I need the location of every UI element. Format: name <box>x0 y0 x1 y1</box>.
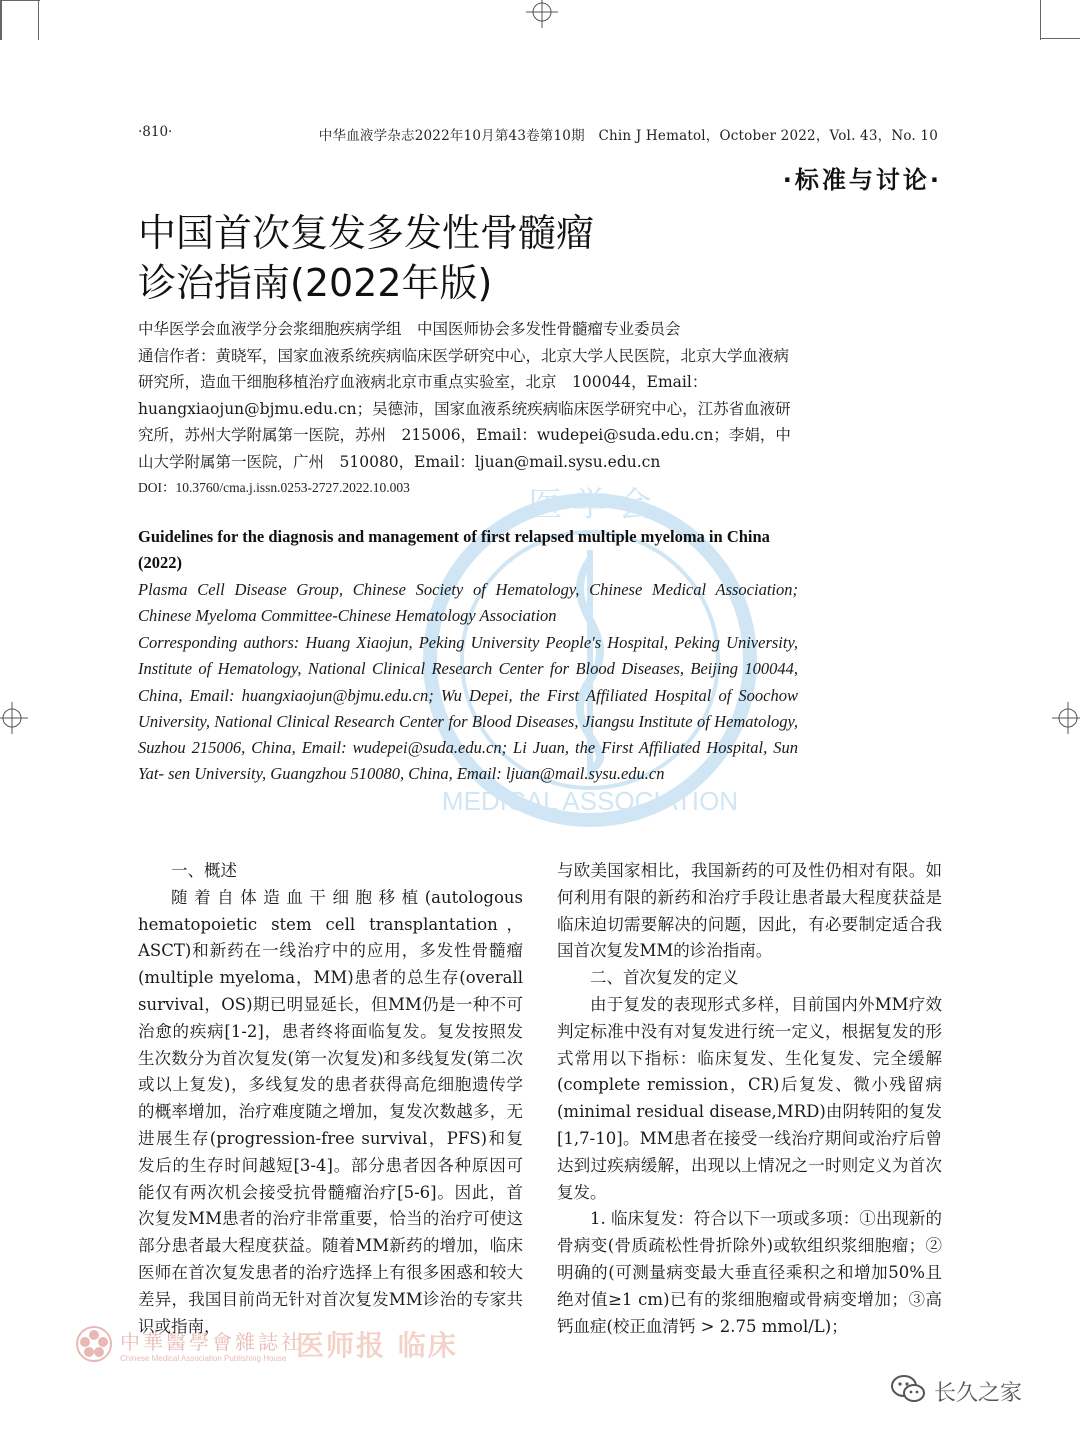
wechat-icon <box>890 1374 926 1404</box>
section-label: ·标准与讨论· <box>782 166 942 194</box>
title-line-1: 中国首次复发多发性骨髓瘤 <box>138 211 595 255</box>
overview-paragraph: 随着自体造血干细胞移植(autologous hematopoietic stem cell transplantation，ASCT)和新药在一线治疗中的应用，多发性骨髓瘤(multiple myeloma，MM)患者的总生存(overall survival，OS)期已明显延长，但MM仍是一种不可治愈的疾病[1-2]，患者终将面临复发。复发按照发生次数分为首次复发(第一次复发)和多线复发(第二次或以上复发)，多线复发的患者获得高危细胞遗传学的概率增加，治疗难度随之增加，复发次数越多，无进展生存(progression-free survival，PFS)和复发后的生存时间越短[3-4]。部分患者因各种原因可能仅有两次机会接受抗骨髓瘤治疗[5-6]。因此，首次复发MM患者的治疗非常重要，恰当的治疗可使这部分患者最大程度获益。随着MM新药的增加，临床医师在首次复发患者的治疗选择上有很多困惑和较大差异，我国目前尚无针对首次复发MM诊治的专家共识或指南， <box>138 887 523 1336</box>
crop-line-top-left-h <box>0 0 40 1</box>
crop-line-top-left-v2 <box>38 0 39 40</box>
overview-paragraph-continued: 与欧美国家相比，我国新药的可及性仍相对有限。如何利用有限的新药和治疗手段让患者最大程度获益是临床迫切需要解决的问题，因此，有必要制定适合我国首次复发MM的诊治指南。 <box>557 861 942 961</box>
seal-en-text: MEDICAL ASSOCIATION <box>441 786 739 816</box>
publisher-logo <box>74 1324 494 1374</box>
author-block <box>138 316 798 475</box>
section-heading-overview: 一、概述 <box>171 861 237 880</box>
seal-cn-text: 医 学 会 <box>528 485 652 525</box>
crop-line-top-left <box>0 0 2 40</box>
definition-paragraph: 由于复发的表现形式多样，目前国内外MM疗效判定标准中没有对复发进行统一定义，根据复发的形式常用以下指标：临床复发、生化复发、完全缓解(complete remission，CR)后复发、微小残留病(minimal residual disease,MRD)由阴转阳的复发[1,7-10]。MM患者在接受一线治疗期间或治疗后曾达到过疾病缓解，出现以上情况之一时则定义为首次复发。 <box>557 994 942 1202</box>
author-groups: 中华医学会血液学分会浆细胞疾病学组 中国医师协会多发性骨髓瘤专业委员会 <box>138 320 681 338</box>
journal-citation: 中华血液学杂志2022年10月第43卷第10期 Chin J Hematol，October 2022，Vol. 43，No. 10 <box>318 128 938 144</box>
english-groups-text: Plasma Cell Disease Group, Chinese Society of Hematology, Chinese Medical Association; Chinese Myeloma Committee-Chinese Hematology Association <box>138 580 798 626</box>
section-heading-definition: 二、首次复发的定义 <box>590 968 739 988</box>
registration-mark-top-icon <box>520 0 564 30</box>
english-title: Guidelines for the diagnosis and management of first relapsed multiple myeloma in China (2022) <box>138 527 770 572</box>
article-title <box>138 208 594 308</box>
body-column-left <box>138 858 523 1340</box>
running-header <box>138 124 938 144</box>
registration-mark-left-icon <box>0 696 30 740</box>
wechat-account-name: 长久之家 <box>934 1381 1023 1406</box>
title-line-2: 诊治指南(2022年版) <box>138 261 493 305</box>
brand-mark: 医师报 临床 <box>296 1329 458 1362</box>
doi: DOI：10.3760/cma.j.issn.0253-2727.2022.10.003 <box>138 480 410 495</box>
english-corresponding-text: Corresponding authors: Huang Xiaojun, Peking University People's Hospital, Peking University, Institute of Hematology, National Clinical Research Center for Blood Diseases, Beijing 100044, China, Email: huangxiaojun@bjmu.edu.cn; Wu Depei, the First Affiliated Hospital of Soochow University, National Clinical Research Center for Blood Diseases, Jiangsu Institute of Hematology, Suzhou 215006, China, Email: wudepei@suda.edu.cn; Li Juan, the First Affiliated Hospital, Sun Yat- sen University, Guangzhou 510080, China, Email: ljuan@mail.sysu.edu.cn <box>138 633 798 784</box>
body-column-right <box>557 858 942 1340</box>
page-number: ·810· <box>138 124 173 140</box>
corresponding-authors: 通信作者：黄晓军，国家血液系统疾病临床医学研究中心，北京大学人民医院，北京大学血液病研究所，造血干细胞移植治疗血液病北京市重点实验室，北京 100044，Email：huangxiaojun@bjmu.edu.cn；吴德沛，国家血液系统疾病临床医学研究中心，江苏省血液研究所，苏州大学附属第一医院，苏州 215006，Email：wudepei@suda.edu.cn；李娟，中山大学附属第一医院，广州 510080，Email：ljuan@mail.sysu.edu.cn <box>138 346 791 471</box>
registration-mark-right-icon <box>1050 696 1080 740</box>
publisher-flower-icon <box>74 1324 114 1364</box>
publisher-name-en: Chinese Medical Association Publishing House <box>120 1354 287 1363</box>
publisher-name-cn: 中華醫學會雜誌社 <box>120 1330 304 1354</box>
crop-line-top-right <box>1040 0 1041 40</box>
crop-line-top-right-h <box>1040 38 1080 39</box>
english-groups <box>138 577 798 630</box>
clinical-relapse-paragraph: 1. 临床复发：符合以下一项或多项：①出现新的骨病变(骨质疏松性骨折除外)或软组织浆细胞瘤；②明确的(可测量病变最大垂直径乘积之和增加50%且绝对值≥1 cm)已有的浆细胞瘤或骨病变增加；③高钙血症(校正血清钙 > 2.75 mmol/L)； <box>557 1209 942 1336</box>
english-corresponding <box>138 630 798 788</box>
